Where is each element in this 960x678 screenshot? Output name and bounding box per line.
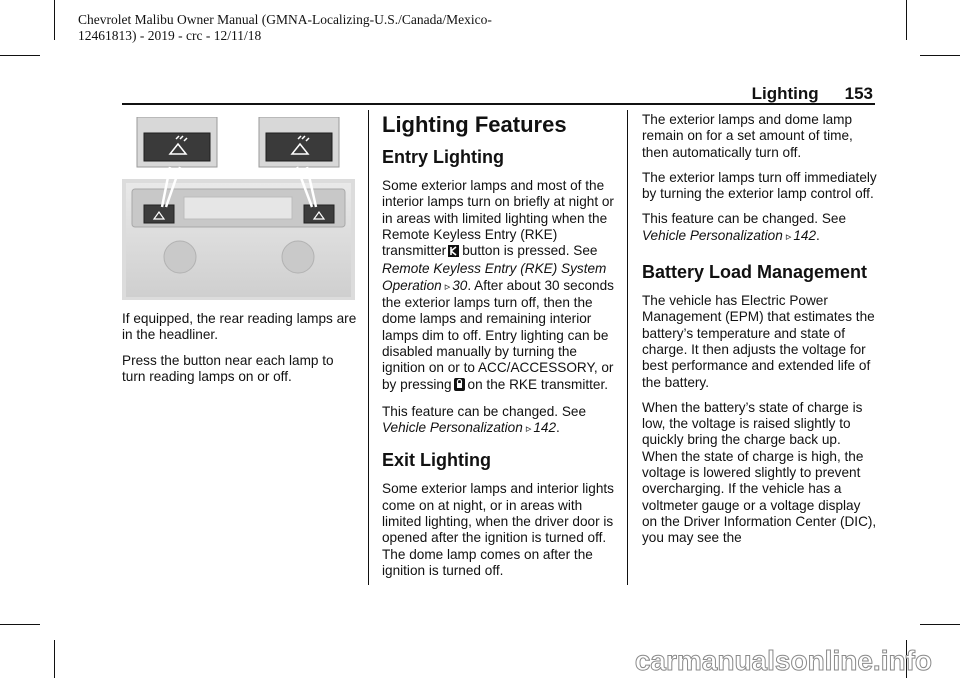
column-2 xyxy=(382,112,618,588)
crop-mark xyxy=(920,624,960,625)
rke-lock-icon xyxy=(454,378,465,395)
arrow-circle-icon: ▹ xyxy=(525,423,532,436)
arrow-circle-icon: ▹ xyxy=(785,230,792,243)
paragraph: The vehicle has Electric Power Management (EPM) that estimates the battery’s temperature and state of charge. It then adjusts the voltage for best performance and extended life of the battery. xyxy=(642,293,875,390)
watermark xyxy=(232,642,932,678)
cross-reference-page[interactable]: 30 xyxy=(452,277,468,293)
meta-line-2: 12461813) - 2019 - crc - 12/11/18 xyxy=(78,28,262,43)
paragraph: This feature can be changed. See Vehicle Personalization ▹ 142. xyxy=(642,211,847,243)
reading-lamps-illustration xyxy=(122,117,355,300)
rke-unlock-icon xyxy=(448,245,459,261)
meta-line-1: Chevrolet Malibu Owner Manual (GMNA-Localizing-U.S./Canada/Mexico- xyxy=(78,12,492,27)
paragraph: This feature can be changed. See Vehicle Personalization ▹ 142. xyxy=(382,403,587,436)
paragraph: The exterior lamps turn off immediately by turning the exterior lamp control off. xyxy=(642,169,877,202)
page-number: 153 xyxy=(844,84,873,103)
crop-mark xyxy=(54,640,55,678)
arrow-circle-icon: ▹ xyxy=(444,280,451,293)
cross-reference-link[interactable]: Remote Keyless Entry (RKE) System Operation xyxy=(382,261,607,293)
subsection-heading: Entry Lighting xyxy=(382,147,504,167)
paragraph: Some exterior lamps and most of the interior lamps turn on briefly at night or in areas with limited lighting when the Remote Keyless Entry (RKE) transmitter button is pressed. See Remote Keyless Entry (RKE) System Operation ▹ 30. After about 30 seconds the exterior lamps turn off, then the dome lamps and remaining interior lamps dim to off. Entry lighting can be disabled manually by turning the ignition on or to ACC/ACCESSORY, or by pressing on the RKE transmitter. xyxy=(382,178,618,395)
crop-mark xyxy=(920,55,960,56)
column-1 xyxy=(122,311,357,394)
paragraph: The exterior lamps and dome lamp remain on for a set amount of time, then automatically turn off. xyxy=(642,112,853,160)
section-name: Lighting xyxy=(751,84,819,103)
cross-reference-link[interactable]: Vehicle Personalization xyxy=(382,420,523,436)
paragraph: Press the button near each lamp to turn reading lamps on or off. xyxy=(122,352,334,384)
paragraph: Some exterior lamps and interior lights come on at night, or in areas with limited lighting, when the driver door is opened after the ignition is turned off. The dome lamp comes on after the ignition is turned off. xyxy=(382,481,614,578)
subsection-heading: Battery Load Management xyxy=(642,262,868,283)
cross-reference-link[interactable]: Vehicle Personalization xyxy=(642,227,783,243)
subsection-heading: Exit Lighting xyxy=(382,450,491,471)
running-head xyxy=(752,84,873,104)
crop-mark xyxy=(906,0,907,40)
paragraph: If equipped, the rear reading lamps are in the headliner. xyxy=(122,311,357,343)
watermark-text: carmanualsonline.info xyxy=(634,645,932,676)
crop-mark xyxy=(0,624,40,625)
document-meta xyxy=(78,12,598,44)
column-3 xyxy=(642,112,878,556)
column-divider xyxy=(627,110,628,585)
paragraph: When the battery’s state of charge is low, the voltage is raised slightly to quickly bring the charge back up. When the state of charge is high, the voltage is lowered slightly to prevent overcharging. If the vehicle has a voltmeter gauge or a voltage display on the Driver Information Center (DIC), you may see the xyxy=(642,399,877,546)
section-heading: Lighting Features xyxy=(382,112,567,137)
crop-mark xyxy=(0,55,40,56)
header-rule xyxy=(122,103,875,105)
crop-mark xyxy=(54,0,55,40)
column-divider xyxy=(368,110,369,585)
cross-reference-page[interactable]: 142 xyxy=(533,420,557,436)
cross-reference-page[interactable]: 142 xyxy=(793,227,817,243)
